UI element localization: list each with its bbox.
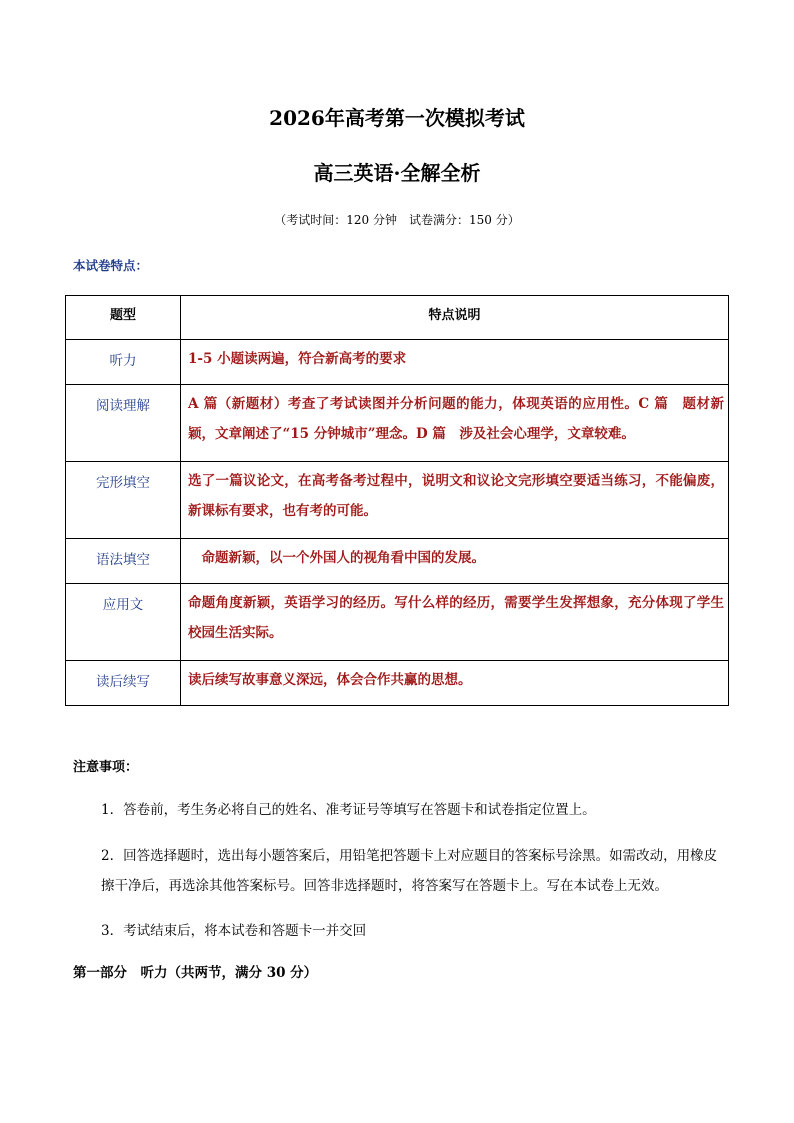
- table-row: [66, 385, 729, 462]
- note-text: 2．回答选择题时，选出每小题答案后，用铅笔把答题卡上对应题目的答案标号涂黑。如需改动，用橡皮擦干净后，再选涂其他答案标号。回答非选择题时，将答案写在答题卡上。写在本试卷上无效。: [101, 848, 718, 894]
- row-type: 听力: [66, 340, 181, 385]
- row-description: 1-5 小题读两遍，符合新高考的要求: [181, 340, 729, 385]
- note-item: [73, 841, 723, 901]
- features-table: [65, 295, 729, 706]
- note-text: 3．考试结束后，将本试卷和答题卡一并交回: [101, 923, 367, 939]
- row-type: 应用文: [66, 584, 181, 661]
- exam-title: 2026年高考第一次模拟考试: [269, 106, 525, 130]
- table-row: [66, 661, 729, 706]
- table-header-row: [66, 296, 729, 340]
- header-question-type: 题型: [66, 296, 181, 340]
- exam-subtitle: 高三英语·全解全析: [313, 161, 481, 185]
- table-row: [66, 340, 729, 385]
- row-description: 选了一篇议论文，在高考备考过程中，说明文和议论文完形填空要适当练习，不能偏废，新课标有要求，也有考的可能。: [181, 462, 729, 539]
- row-description: 读后续写故事意义深远，体会合作共赢的思想。: [181, 661, 729, 706]
- row-type: 阅读理解: [66, 385, 181, 462]
- header-feature-description: 特点说明: [181, 296, 729, 340]
- notes-title: 注意事项：: [73, 760, 139, 775]
- table-row: [66, 584, 729, 661]
- note-text: 1．答卷前，考生务必将自己的姓名、准考证号等填写在答题卡和试卷指定位置上。: [101, 802, 596, 818]
- section-title: 第一部分 听力（共两节，满分 30 分）: [73, 965, 318, 981]
- row-description: 命题角度新颖，英语学习的经历。写什么样的经历，需要学生发挥想象，充分体现了学生校园生活实际。: [181, 584, 729, 661]
- row-description: A 篇（新题材）考查了考试读图并分析问题的能力，体现英语的应用性。C 篇 题材新颖，文章阐述了“15 分钟城市”理念。D 篇 涉及社会心理学，文章较难。: [181, 385, 729, 462]
- note-item: [73, 916, 723, 946]
- exam-time-info: （考试时间：120 分钟 试卷满分：150 分）: [274, 213, 520, 227]
- features-label: 本试卷特点：: [73, 258, 149, 273]
- row-type: 语法填空: [66, 539, 181, 584]
- row-type: 完形填空: [66, 462, 181, 539]
- row-description: 命题新颖，以一个外国人的视角看中国的发展。: [181, 539, 729, 584]
- table-row: [66, 539, 729, 584]
- row-type: 读后续写: [66, 661, 181, 706]
- note-item: [73, 795, 723, 825]
- table-row: [66, 462, 729, 539]
